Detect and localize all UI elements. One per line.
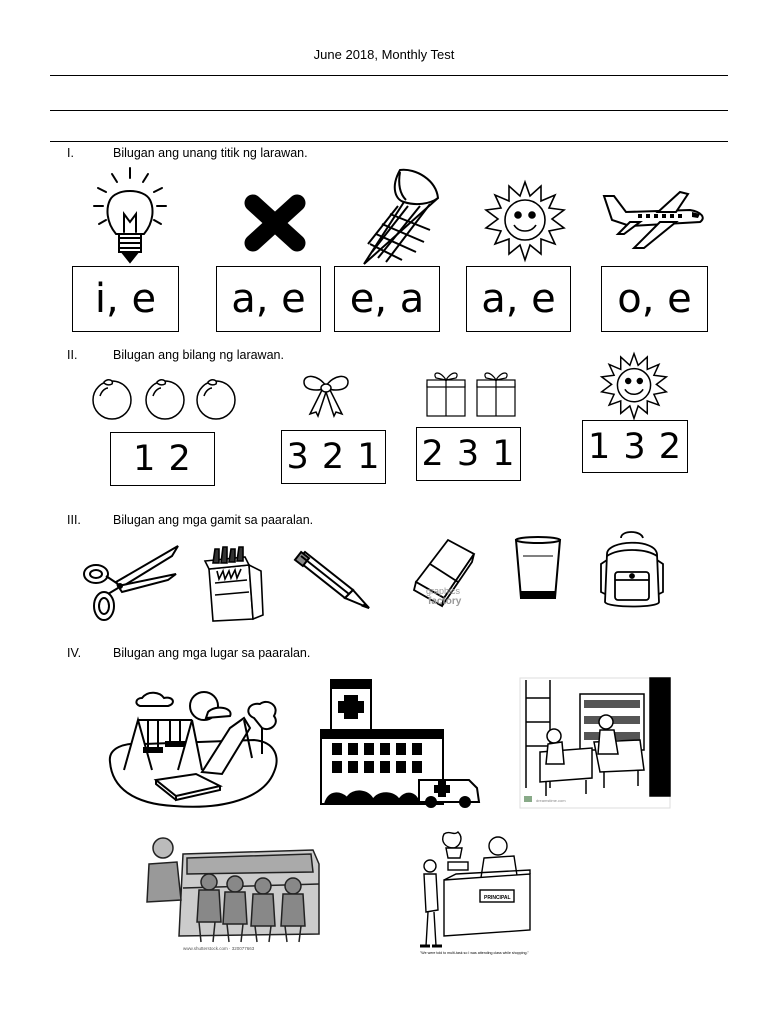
principal-office-picture[interactable] <box>414 820 536 964</box>
svg-text:factory: factory <box>428 596 462 607</box>
section-3-instruction: Bilugan ang mga gamit sa paaralan. <box>113 513 314 527</box>
count-box-bow[interactable]: 3 2 1 <box>281 430 386 484</box>
playground-picture[interactable] <box>104 688 282 814</box>
ice-cream-cone-icon <box>360 166 440 266</box>
page-title: June 2018, Monthly Test <box>313 47 455 62</box>
date-line <box>50 141 728 142</box>
backpack-icon[interactable] <box>599 528 665 610</box>
canteen-picture[interactable] <box>143 830 321 952</box>
svg-text:graphics: graphics <box>426 586 461 596</box>
section-1-number: I. <box>67 146 74 160</box>
count-box-sun[interactable]: 1 3 2 <box>582 420 688 473</box>
library-picture[interactable] <box>520 678 670 808</box>
section-2-instruction: Bilugan ang bilang ng larawan. <box>113 348 284 362</box>
oranges-icon <box>90 374 240 422</box>
x-mark-icon <box>243 194 307 252</box>
choice-box-x-mark[interactable]: a, e <box>216 266 321 332</box>
svg-text:dreamstime.com: dreamstime.com <box>536 798 566 803</box>
principal-caption: "We were told to multi-task so I was attending class while shopping." <box>420 951 529 955</box>
principal-sign: PRINCIPAL <box>484 895 511 901</box>
eraser-icon[interactable] <box>410 536 478 610</box>
section-4-number: IV. <box>67 646 82 660</box>
gift-boxes-icon <box>424 368 520 418</box>
choice-box-ice-cream[interactable]: e, a <box>334 266 440 332</box>
choice-box-lightbulb[interactable]: i, e <box>72 266 179 332</box>
svg-text:www.shutterstock.com · 3200776: www.shutterstock.com · 320077663 <box>183 946 255 951</box>
choice-box-sun[interactable]: a, e <box>466 266 571 332</box>
section-4-instruction: Bilugan ang mga lugar sa paaralan. <box>113 646 311 660</box>
choice-box-airplane[interactable]: o, e <box>601 266 708 332</box>
crayons-icon[interactable] <box>203 543 265 623</box>
count-box-oranges[interactable]: 1 2 <box>110 432 215 486</box>
airplane-icon <box>600 188 708 254</box>
clinic-picture[interactable] <box>319 676 481 808</box>
sun-icon <box>600 352 668 420</box>
scissors-icon[interactable] <box>80 544 180 624</box>
lightbulb-icon <box>92 166 168 266</box>
section-1-instruction: Bilugan ang unang titik ng larawan. <box>113 146 308 160</box>
count-box-gifts[interactable]: 2 3 1 <box>416 427 521 481</box>
name-line <box>50 75 728 76</box>
glass-icon[interactable] <box>513 536 563 602</box>
sun-icon <box>484 180 566 262</box>
section-2-number: II. <box>67 348 78 362</box>
bow-icon <box>300 372 352 418</box>
grade-line <box>50 110 728 111</box>
section-3-number: III. <box>67 513 81 527</box>
pencil-icon[interactable] <box>295 548 371 610</box>
